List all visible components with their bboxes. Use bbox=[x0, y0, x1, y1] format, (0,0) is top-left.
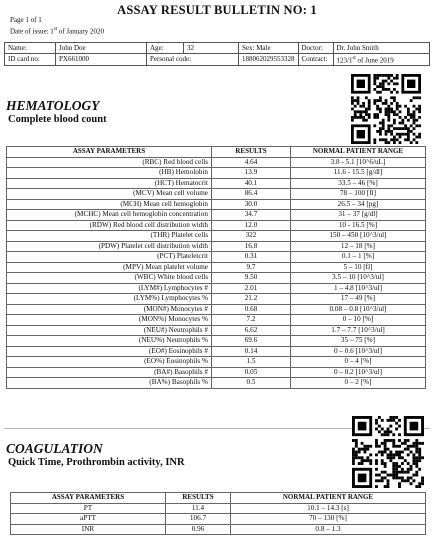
qr-code-icon bbox=[350, 416, 426, 488]
normal-range: 0 – 4 [%] bbox=[291, 357, 426, 368]
patient-info-row-2 bbox=[5, 54, 430, 66]
table-row bbox=[7, 157, 426, 168]
assay-parameter: (HB) Hemolobin bbox=[7, 168, 212, 179]
result-value: 2.01 bbox=[212, 283, 291, 294]
normal-range: 0.08 – 0.8 [10^3/ul] bbox=[291, 304, 426, 315]
patient-name: John Doe bbox=[56, 43, 147, 54]
assay-parameter: (HCT) Hematocrit bbox=[7, 178, 212, 189]
assay-parameter: (NEU%) Neutrophils % bbox=[7, 336, 212, 347]
id-number: PX661000 bbox=[56, 54, 147, 66]
normal-range: 0.8 – 1.3 bbox=[231, 524, 426, 535]
table-row bbox=[7, 346, 426, 357]
normal-range: 78 – 100 [fl] bbox=[291, 189, 426, 200]
result-value: 0.96 bbox=[166, 524, 231, 535]
patient-info-table bbox=[4, 42, 430, 66]
table-row bbox=[7, 357, 426, 368]
coagulation-heading: COAGULATION bbox=[6, 441, 103, 456]
id-label: ID card no: bbox=[5, 54, 56, 66]
result-value: 0.5 bbox=[212, 378, 291, 389]
doctor-label: Doctor: bbox=[298, 43, 333, 54]
normal-range: 12 – 18 [%] bbox=[291, 241, 426, 252]
table-row bbox=[7, 199, 426, 210]
normal-range: 1.7 – 7.7 [10^3/ul] bbox=[291, 325, 426, 336]
assay-parameter: (RBC) Red blood cells bbox=[7, 157, 212, 168]
assay-parameter: aPTT bbox=[11, 514, 166, 525]
normal-range: 3.8 - 5.1 [10^6/uL] bbox=[291, 157, 426, 168]
table-row bbox=[7, 262, 426, 273]
result-value: 30.0 bbox=[212, 199, 291, 210]
assay-parameter: (RDW) Red blood cell distribution width bbox=[7, 220, 212, 231]
result-value: 322 bbox=[212, 231, 291, 242]
assay-parameter: PT bbox=[11, 503, 166, 514]
assay-parameter: (NEU#) Neutrophils # bbox=[7, 325, 212, 336]
result-value: 11.4 bbox=[166, 503, 231, 514]
result-value: 16.8 bbox=[212, 241, 291, 252]
assay-parameter: (LYM#) Lymphocytes # bbox=[7, 283, 212, 294]
column-header-range: NORMAL PATIENT RANGE bbox=[231, 493, 426, 504]
table-row bbox=[7, 220, 426, 231]
bulletin-title: ASSAY RESULT BULLETIN NO: 1 bbox=[117, 3, 317, 17]
date-of-issue: Date of issue: 1st of January 2020 bbox=[10, 27, 104, 36]
hematology-table bbox=[6, 146, 426, 389]
table-row bbox=[7, 273, 426, 284]
normal-range: 3.5 – 10 [10^3/ul] bbox=[291, 273, 426, 284]
page-number: Page 1 of 1 bbox=[10, 16, 42, 24]
assay-parameter: (EO#) Eosinophils # bbox=[7, 346, 212, 357]
table-row bbox=[7, 189, 426, 200]
assay-parameter: (WBC) White blood cells bbox=[7, 273, 212, 284]
table-row bbox=[11, 514, 426, 525]
result-value: 0.14 bbox=[212, 346, 291, 357]
column-header-parameters: ASSAY PARAMETERS bbox=[11, 493, 166, 504]
result-value: 34.7 bbox=[212, 210, 291, 221]
table-row bbox=[7, 294, 426, 305]
result-value: 4.64 bbox=[212, 157, 291, 168]
table-row bbox=[7, 367, 426, 378]
table-row bbox=[7, 325, 426, 336]
normal-range: 10.1 – 14.3 [s] bbox=[231, 503, 426, 514]
table-row bbox=[7, 378, 426, 389]
personal-code-label: Personal code: bbox=[147, 54, 239, 66]
assay-parameter: (MCHC) Mean cell hemoglobin concentration bbox=[7, 210, 212, 221]
qr-code-icon bbox=[348, 74, 424, 144]
normal-range: 0 – 0.2 [10^3/ul] bbox=[291, 367, 426, 378]
result-value: 0.31 bbox=[212, 252, 291, 263]
assay-parameter: (PCT) Plateletcrit bbox=[7, 252, 212, 263]
result-value: 7.2 bbox=[212, 315, 291, 326]
result-value: 86.4 bbox=[212, 189, 291, 200]
patient-info-row-1 bbox=[5, 43, 430, 54]
normal-range: 0 – 0.6 [10^3/ul] bbox=[291, 346, 426, 357]
assay-parameter: (LYM%) Lymphocytes % bbox=[7, 294, 212, 305]
personal-code: 188062029553328 bbox=[239, 54, 299, 66]
assay-parameter: (EO%) Eosinophils % bbox=[7, 357, 212, 368]
coagulation-header-row bbox=[11, 493, 426, 504]
result-value: 0.68 bbox=[212, 304, 291, 315]
normal-range: 0.1 – 1 [%] bbox=[291, 252, 426, 263]
assay-parameter: (MON%) Monocytes % bbox=[7, 315, 212, 326]
name-label: Name: bbox=[5, 43, 56, 54]
result-value: 12.0 bbox=[212, 220, 291, 231]
column-header-range: NORMAL PATIENT RANGE bbox=[291, 147, 426, 158]
normal-range: 35 – 75 [%] bbox=[291, 336, 426, 347]
normal-range: 5 – 10 [fl] bbox=[291, 262, 426, 273]
table-row bbox=[7, 178, 426, 189]
page-info bbox=[10, 16, 104, 36]
assay-parameter: INR bbox=[11, 524, 166, 535]
result-value: 0.05 bbox=[212, 367, 291, 378]
coagulation-subheading: Quick Time, Prothrombin activity, INR bbox=[8, 457, 185, 468]
normal-range: 1 – 4.8 [10^3/ul] bbox=[291, 283, 426, 294]
result-value: 9.50 bbox=[212, 273, 291, 284]
assay-parameter: (MCH) Mean cell hemoglobin bbox=[7, 199, 212, 210]
result-value: 6.62 bbox=[212, 325, 291, 336]
hematology-heading: HEMATOLOGY bbox=[6, 98, 100, 113]
table-row bbox=[7, 168, 426, 179]
column-header-results: RESULTS bbox=[166, 493, 231, 504]
normal-range: 10 - 16.5 [%] bbox=[291, 220, 426, 231]
table-row bbox=[7, 210, 426, 221]
table-row bbox=[7, 304, 426, 315]
contract-value: 123/1st of June 2019 bbox=[333, 54, 430, 66]
normal-range: 150 – 450 [10^3/ul] bbox=[291, 231, 426, 242]
result-value: 13.9 bbox=[212, 168, 291, 179]
result-value: 9.7 bbox=[212, 262, 291, 273]
assay-parameter: (MCV) Mean cell volume bbox=[7, 189, 212, 200]
table-row bbox=[7, 252, 426, 263]
normal-range: 33.5 – 46 [%] bbox=[291, 178, 426, 189]
assay-parameter: (PDW) Platelet cell distribution width bbox=[7, 241, 212, 252]
result-value: 21.2 bbox=[212, 294, 291, 305]
table-row bbox=[7, 231, 426, 242]
coagulation-table bbox=[10, 492, 426, 535]
assay-parameter: (MPV) Mean platelet volume bbox=[7, 262, 212, 273]
patient-age: 32 bbox=[184, 43, 239, 54]
result-value: 106.7 bbox=[166, 514, 231, 525]
result-value: 40.1 bbox=[212, 178, 291, 189]
normal-range: 31 – 37 [g/dl] bbox=[291, 210, 426, 221]
table-row bbox=[11, 503, 426, 514]
normal-range: 70 – 130 [%] bbox=[231, 514, 426, 525]
assay-parameter: (MON#) Monocytes # bbox=[7, 304, 212, 315]
normal-range: 0 – 2 [%] bbox=[291, 378, 426, 389]
table-row bbox=[11, 524, 426, 535]
result-value: 69.6 bbox=[212, 336, 291, 347]
column-header-parameters: ASSAY PARAMETERS bbox=[7, 147, 212, 158]
table-row bbox=[7, 336, 426, 347]
result-value: 1.5 bbox=[212, 357, 291, 368]
hematology-header-row bbox=[7, 147, 426, 158]
assay-parameter: (BA%) Basophils % bbox=[7, 378, 212, 389]
normal-range: 11.6 - 15.5 [g/dl] bbox=[291, 168, 426, 179]
hematology-subheading: Complete blood count bbox=[8, 114, 107, 125]
assay-parameter: (BA#) Basophils # bbox=[7, 367, 212, 378]
doctor-name: Dr. John Smith bbox=[333, 43, 430, 54]
assay-parameter: (THR) Platelet cells bbox=[7, 231, 212, 242]
table-row bbox=[7, 241, 426, 252]
age-label: Age: bbox=[147, 43, 184, 54]
table-row bbox=[7, 283, 426, 294]
normal-range: 0 – 10 [%] bbox=[291, 315, 426, 326]
contract-label: Contract: bbox=[298, 54, 333, 66]
table-row bbox=[7, 315, 426, 326]
column-header-results: RESULTS bbox=[212, 147, 291, 158]
normal-range: 26.5 – 34 [pg] bbox=[291, 199, 426, 210]
patient-sex: Sex: Male bbox=[239, 43, 299, 54]
normal-range: 17 – 49 [%] bbox=[291, 294, 426, 305]
